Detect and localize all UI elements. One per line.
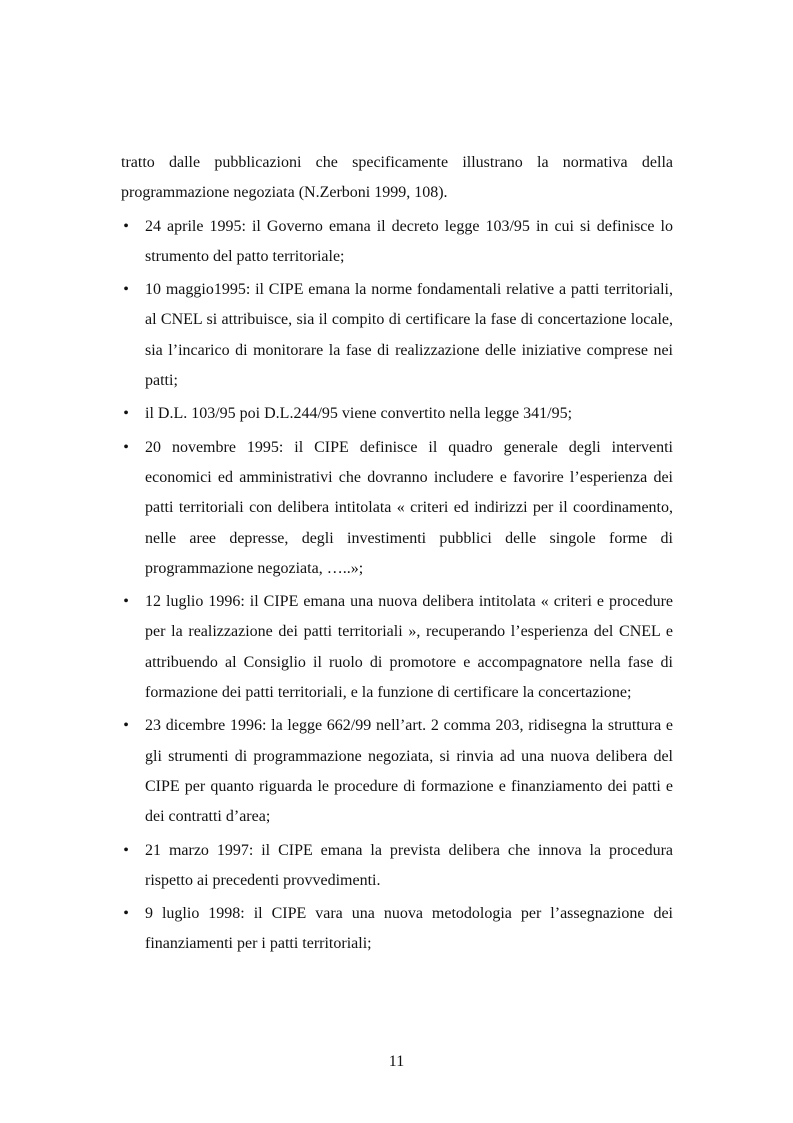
timeline-list <box>121 212 673 960</box>
list-item-text: il D.L. 103/95 poi D.L.244/95 viene convertito nella legge 341/95; <box>145 405 573 423</box>
bullet-icon: • <box>123 438 129 456</box>
list-item-text: 21 marzo 1997: il CIPE emana la prevista delibera che innova la procedura rispetto ai precedenti provvedimenti. <box>145 841 673 889</box>
list-item-text: 23 dicembre 1996: la legge 662/99 nell’art. 2 comma 203, ridisegna la struttura e gli strumenti di programmazione negoziata, si rinvia ad una nuova delibera del CIPE per quanto riguarda le procedure di formazione e finanziamento dei patti e dei contratti d’area; <box>145 717 673 826</box>
list-item-text: 20 novembre 1995: il CIPE definisce il quadro generale degli interventi economici ed amministrativi che dovranno includere e favorire l’esperienza dei patti territoriali con delibera intitolata « criteri ed indirizzi per il coordinamento, nelle aree depresse, degli investimenti pubblici delle singole forme di programmazione negoziata, …..»; <box>145 438 673 577</box>
bullet-icon: • <box>123 593 129 611</box>
list-item <box>121 899 673 960</box>
bullet-icon: • <box>123 405 129 423</box>
list-item <box>121 275 673 396</box>
list-item <box>121 433 673 584</box>
bullet-icon: • <box>123 905 129 923</box>
list-item-text: 10 maggio1995: il CIPE emana la norme fondamentali relative a patti territoriali, al CNEL si attribuisce, sia il compito di certificare la fase di concertazione locale, sia l’incarico di monitorare la fase di realizzazione delle iniziative comprese nei patti; <box>145 281 673 390</box>
list-item-text: 9 luglio 1998: il CIPE vara una nuova metodologia per l’assegnazione dei finanziamenti per i patti territoriali; <box>145 905 673 953</box>
bullet-icon: • <box>123 841 129 859</box>
list-item <box>121 711 673 832</box>
intro-paragraph: tratto dalle pubblicazioni che specificamente illustrano la normativa della programmazione negoziata (N.Zerboni 1999, 108). <box>121 154 673 202</box>
list-item-text: 12 luglio 1996: il CIPE emana una nuova delibera intitolata « criteri e procedure per la realizzazione dei patti territoriali », recuperando l’esperienza del CNEL e attribuendo al Consiglio il ruolo di promotore e accompagnatore nella fase di formazione dei patti territoriali, e la funzione di certificare la concertazione; <box>145 593 673 702</box>
list-item-text: 24 aprile 1995: il Governo emana il decreto legge 103/95 in cui si definisce lo strumento del patto territoriale; <box>145 217 673 265</box>
list-item <box>121 587 673 708</box>
bullet-icon: • <box>123 717 129 735</box>
page-number: 11 <box>388 1053 405 1070</box>
list-item <box>121 212 673 273</box>
bullet-icon: • <box>123 217 129 235</box>
list-item <box>121 836 673 897</box>
page-body <box>121 148 673 960</box>
list-item <box>121 399 673 429</box>
bullet-icon: • <box>123 281 129 299</box>
